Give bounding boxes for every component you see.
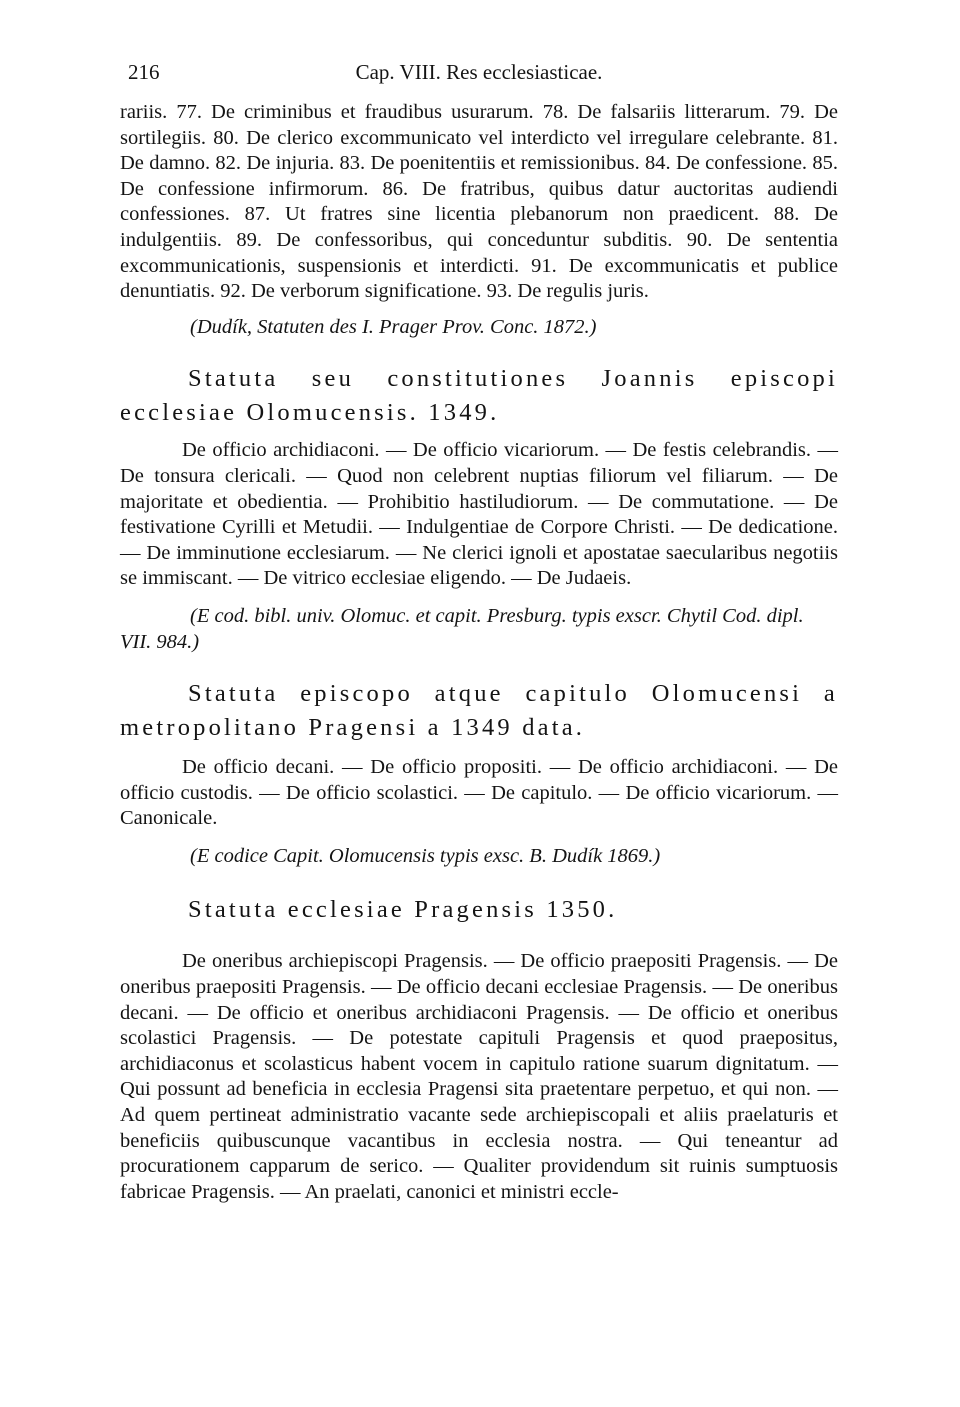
running-head: Cap. VIII. Res ecclesiasticae. [355, 60, 603, 84]
page-number: 216 [128, 60, 160, 84]
section-body-metropolitan-statutes: De officio decani. — De officio propositi. — De officio archidiaconi. — De officio custodis. — De officio scolastici. — De capitulo. — De officio vicariorum. — Canonicale. [120, 756, 838, 830]
intro-citation: (Dudík, Statuten des I. Prager Prov. Conc. 1872.) [190, 315, 597, 338]
section-body-prague-statutes: De oneribus archiepiscopi Pragensis. — De officio praepositi Pragensis. — De oneribus praepositi Pragensis. — De officio decani ecclesiae Pragensis. — De oneribus decani. — De officio et oneribus archidiaconi Pragensis. — De officio et oneribus scolastici Pragensis. — De potestate capituli Pragensis et quod praepositus, archidiaconus et scolasticus habent vocem in capitulo ratione suarum dignitatum. — Qui possunt ad beneficia in ecclesia Pragensi sita praetentare perpetuo, et qui non. — Ad quem pertineat administratio vacante sede archiepiscopali et aliis praelaturis et beneficiis quibuscunque vacantibus in ecclesia nostra. — Qui teneantur ad procurationem capparum de serico. — Qualiter providendum sit ruinis sumptuosis fabricae Pragensis. — An praelati, canonici et ministri eccle- [120, 950, 838, 1203]
section-body-olomouc-statutes: De officio archidiaconi. — De officio vicariorum. — De festis celebrandis. — De tonsura clericali. — Quod non celebrent nuptias filiorum vel filiarum. — De majoritate et obedientia. — Prohibitio hastiludiorum. — De commutatione. — De festivatione Cyrilli et Metudii. — Indulgentiae de Corpore Christi. — De dedicatione. — De imminutione ecclesiarum. — Ne clerici ignoli et apostatae saecularibus negotiis se immiscant. — De vitrico ecclesiae eligendo. — De Judaeis. [120, 439, 838, 590]
section-citation-metropolitan-statutes: (E codice Capit. Olomucensis typis exsc. B. Dudík 1869.) [190, 844, 661, 867]
section-citation-olomouc-statutes: (E cod. bibl. univ. Olomuc. et capit. Presburg. typis exscr. Chytil Cod. dipl. VII. 984.) [120, 604, 804, 653]
section-heading-metropolitan-statutes: Statuta episcopo atque capitulo Olomucensi a metropolitano Pragensi a 1349 data. [120, 680, 838, 742]
page-header [120, 60, 838, 92]
section-heading-olomouc-statutes: Statuta seu constitutiones Joannis episcopi ecclesiae Olomucensis. 1349. [120, 365, 838, 427]
document-page [120, 60, 838, 1205]
intro-paragraph: rariis. 77. De criminibus et fraudibus usurarum. 78. De falsariis litterarum. 79. De sortilegiis. 80. De clerico excommunicato vel interdicto vel irregulare celebrante. 81. De damno. 82. De injuria. 83. De poenitentiis et remissionibus. 84. De confessione. 85. De confessione infirmorum. 86. De fratribus, quibus datur auctoritas audiendi confessiones. 87. Ut fratres sine licentia plebanorum non praedicent. 88. De indulgentiis. 89. De confessoribus, qui conceduntur subditis. 90. De sententia excommunicationis, suspensionis et interdicti. 91. De excommunicatis et publice denuntiatis. 92. De verborum significatione. 93. De regulis juris. [120, 101, 838, 303]
section-heading-prague-statutes: Statuta ecclesiae Pragensis 1350. [188, 896, 618, 924]
